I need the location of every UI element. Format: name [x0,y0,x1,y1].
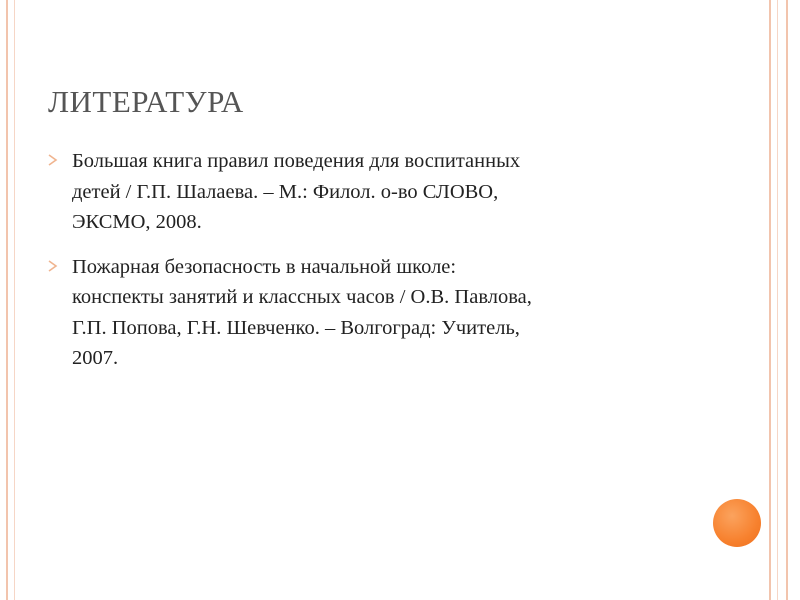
right-border-line-outer [786,0,788,600]
right-border-line-thin [777,0,778,600]
slide-title: ЛИТЕРАТУРА [48,84,244,119]
orange-circle-decoration [713,499,761,547]
reference-line: конспекты занятий и классных часов / О.В. Павлова, [72,286,532,308]
reference-line: 2007. [72,347,119,369]
reference-line: детей / Г.П. Шалаева. – М.: Филол. о-во СЛОВО, [72,180,499,203]
left-border-line [6,0,8,600]
reference-item [48,146,708,238]
reference-line: ЭКСМО, 2008. [72,211,202,233]
chevron-bullet-icon [48,260,58,272]
left-border-line-thin [14,0,15,600]
reference-list [48,146,708,388]
reference-item [48,252,708,374]
reference-line: Пожарная безопасность в начальной школе: [72,255,457,278]
reference-line: Г.П. Попова, Г.Н. Шевченко. – Волгоград: Учитель, [72,316,520,339]
reference-line: Большая книга правил поведения для воспитанных [72,150,521,172]
right-border-line [769,0,771,600]
chevron-bullet-icon [48,154,58,166]
